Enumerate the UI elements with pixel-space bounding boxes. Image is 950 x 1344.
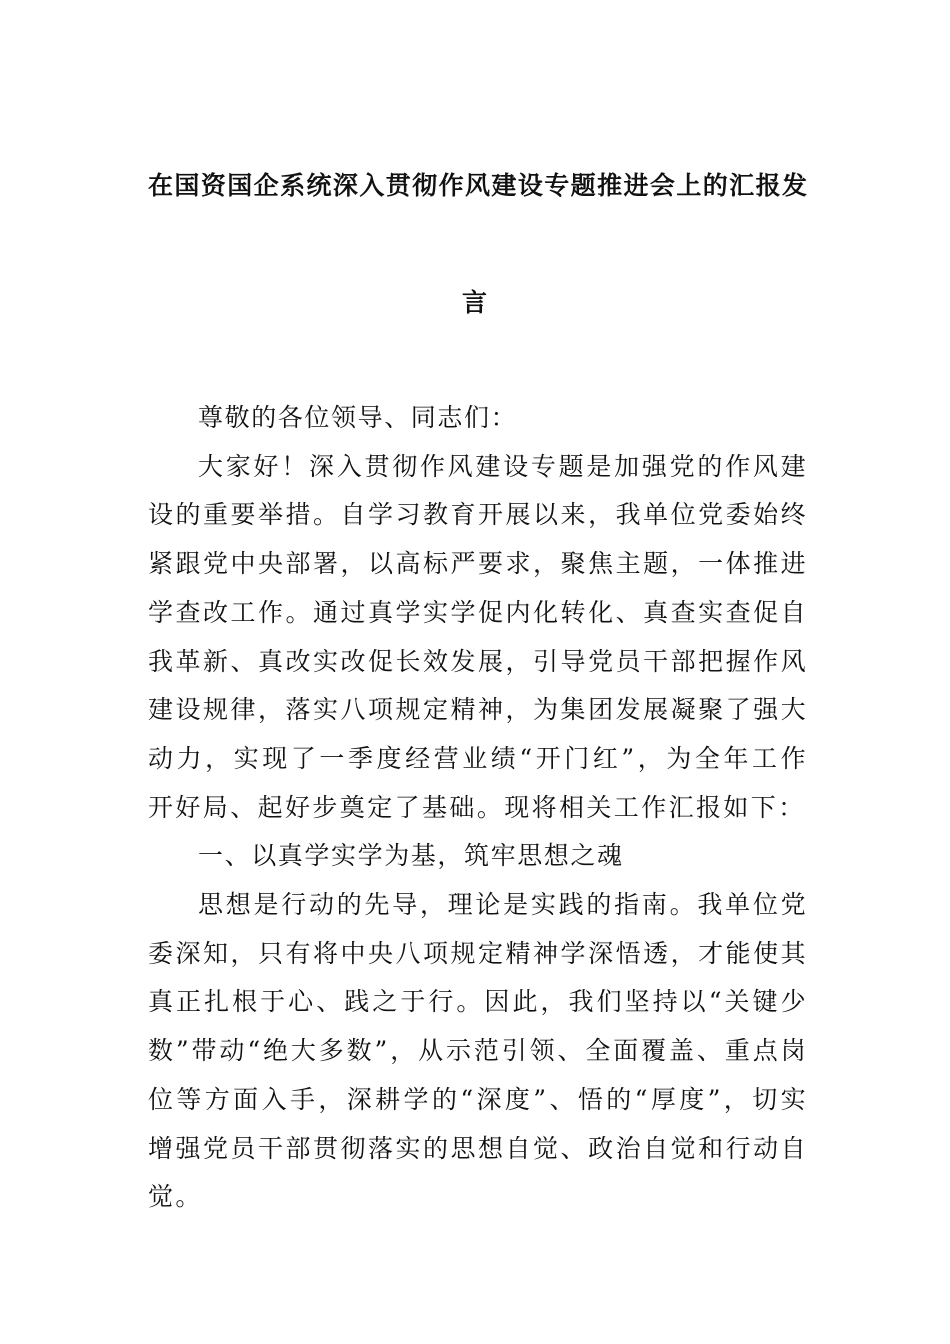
section-heading-1: 一、以真学实学为基，筑牢思想之魂 xyxy=(198,841,624,871)
document-title-line-1: 在国资国企系统深入贯彻作风建设专题推进会上的汇报发 xyxy=(148,171,808,200)
paragraph-intro: 大家好！深入贯彻作风建设专题是加强党的作风建设的重要举措。自学习教育开展以来，我单位党委始终紧跟党中央部署，以高标严要求，聚焦主题，一体推进学查改工作。通过真学实学促内化转化、真查实查促自我革新、真改实改促长效发展，引导党员干部把握作风建设规律，落实八项规定精神，为集团发展凝聚了强大动力，实现了一季度经营业绩“开门红”，为全年工作开好局、起好步奠定了基础。现将相关工作汇报如下： xyxy=(148,451,808,822)
paragraph-section-1: 思想是行动的先导，理论是实践的指南。我单位党委深知，只有将中央八项规定精神学深悟透，才能使其真正扎根于心、践之于行。因此，我们坚持以“关键少数”带动“绝大多数”，从示范引领、全面覆盖、重点岗位等方面入手，深耕学的“深度”、悟的“厚度”，切实增强党员干部贯彻落实的思想自觉、政治自觉和行动自觉。 xyxy=(148,890,808,1212)
document-body xyxy=(148,394,808,1222)
document-title-line-2: 言 xyxy=(461,288,488,317)
salutation: 尊敬的各位领导、同志们： xyxy=(198,403,518,432)
